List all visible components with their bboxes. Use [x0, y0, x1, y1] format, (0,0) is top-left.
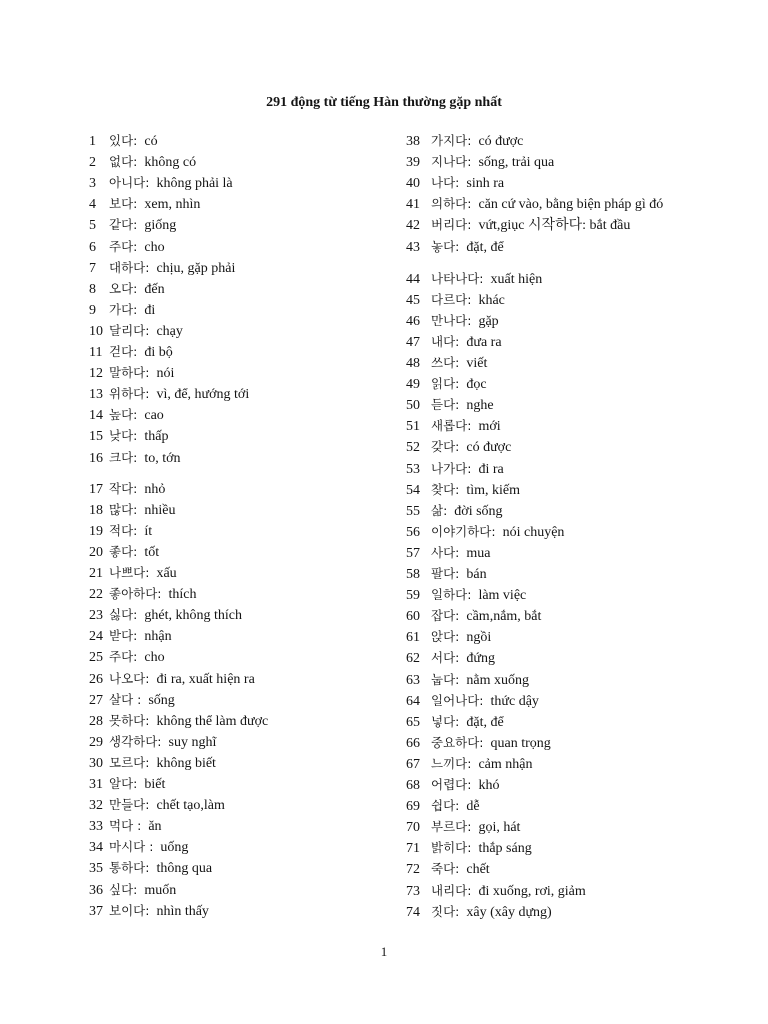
vietnamese-meaning: thắp sáng: [478, 841, 532, 857]
entry-number: 30: [89, 755, 103, 771]
korean-verb: 앉다:: [431, 629, 460, 645]
korean-verb: 듣다:: [431, 397, 460, 413]
korean-verb: 같다:: [109, 217, 138, 233]
korean-verb: 말하다:: [109, 365, 150, 381]
korean-verb: 싶다:: [109, 881, 138, 897]
vietnamese-meaning: không biết: [156, 755, 216, 771]
verb-entry: [406, 883, 586, 900]
entry-number: 21: [89, 566, 103, 581]
korean-verb: 잡다:: [431, 608, 460, 624]
entry-number: 26: [89, 671, 103, 687]
vietnamese-meaning: ít: [144, 523, 153, 539]
korean-verb: 사다:: [431, 544, 460, 560]
entry-number: 40: [406, 176, 420, 192]
verb-entry: [406, 840, 532, 857]
vietnamese-meaning: bán: [466, 567, 487, 582]
entry-number: 50: [406, 398, 420, 414]
korean-verb: 좋아하다:: [109, 586, 162, 602]
vietnamese-meaning: ghét, không thích: [144, 608, 242, 624]
verb-entry: [89, 323, 183, 340]
verb-entry: [89, 481, 165, 498]
verb-entry: [89, 154, 196, 171]
entry-number: 56: [406, 524, 420, 540]
entry-number: 70: [406, 820, 420, 836]
verb-entry: [89, 196, 200, 213]
verb-entry: [89, 734, 216, 751]
entry-number: 20: [89, 544, 103, 560]
verb-entry: [406, 292, 505, 309]
verb-entry: [406, 629, 491, 646]
korean-verb: 나타나다:: [431, 270, 484, 286]
korean-verb: 부르다:: [431, 819, 472, 835]
vietnamese-meaning: không phải là: [156, 176, 233, 192]
verb-entry: [406, 777, 499, 794]
korean-verb: 보이다:: [109, 902, 150, 918]
vietnamese-meaning: đời sống: [454, 503, 503, 519]
korean-verb: 먹다 :: [109, 818, 142, 834]
korean-verb: 가다:: [109, 301, 138, 317]
entry-number: 32: [89, 798, 103, 814]
entry-number: 5: [89, 218, 96, 234]
korean-verb: 작다:: [109, 480, 138, 496]
verb-entry: [89, 649, 165, 666]
verb-entry: [406, 313, 499, 330]
korean-verb: 일하다:: [431, 587, 472, 603]
verb-entry: [89, 628, 172, 645]
verb-entry: [406, 154, 554, 171]
korean-verb: 새롭다:: [431, 418, 472, 434]
verb-entry: [89, 365, 174, 382]
verb-entry: [406, 861, 490, 878]
entry-number: 11: [89, 345, 103, 360]
vietnamese-meaning: cầm,nắm, bắt: [466, 609, 542, 625]
verb-entry: [89, 882, 176, 899]
entry-number: 25: [89, 650, 103, 666]
verb-entry: [406, 355, 487, 372]
verb-entry: [89, 281, 165, 298]
verb-entry: [89, 386, 249, 403]
vietnamese-meaning: ăn: [148, 819, 162, 835]
entry-number: 3: [89, 176, 96, 192]
verb-entry: [406, 397, 494, 414]
verb-entry: [406, 239, 504, 256]
entry-number: 10: [89, 323, 103, 339]
vietnamese-meaning: viết: [466, 356, 488, 371]
entry-number: 33: [89, 819, 103, 835]
korean-verb: 적다:: [109, 522, 138, 538]
entry-number: 6: [89, 239, 96, 255]
vietnamese-meaning: nói: [156, 366, 175, 382]
vietnamese-meaning: xấu: [156, 566, 177, 581]
vietnamese-meaning: gặp: [478, 313, 499, 329]
korean-verb: 내다:: [431, 333, 460, 349]
korean-verb: 느끼다:: [431, 755, 472, 771]
verb-entry: [406, 798, 480, 815]
entry-number: 41: [406, 197, 420, 213]
vietnamese-meaning: đi bộ: [144, 345, 173, 360]
korean-verb: 중요하다:: [431, 734, 484, 750]
verb-entry: [89, 133, 158, 150]
entry-number: 27: [89, 692, 103, 708]
entry-number: 58: [406, 567, 420, 582]
entry-number: 65: [406, 714, 420, 730]
korean-verb: 크다:: [109, 449, 138, 465]
vietnamese-meaning: thức dậy: [490, 693, 539, 709]
vietnamese-meaning: to, tớn: [144, 450, 181, 466]
vietnamese-meaning: đặt, để: [466, 239, 504, 255]
vietnamese-meaning: khác: [478, 292, 505, 308]
page-number: 1: [380, 944, 388, 959]
verb-entry: [406, 334, 502, 351]
entry-number: 36: [89, 882, 103, 898]
verb-entry: [406, 566, 487, 583]
verb-entry: [406, 439, 511, 456]
entry-number: 13: [89, 387, 103, 403]
verb-entry: [406, 461, 504, 478]
korean-verb: 찾다:: [431, 481, 460, 497]
entry-number: 71: [406, 841, 420, 857]
entry-number: 24: [89, 629, 103, 645]
korean-verb: 팔다:: [431, 566, 460, 581]
verb-entry: [406, 587, 526, 604]
vietnamese-meaning: căn cứ vào, bằng biện pháp gì đó: [478, 197, 664, 213]
vietnamese-meaning: thích: [168, 587, 197, 603]
korean-verb: 나가다:: [431, 460, 472, 476]
vietnamese-meaning: cho: [144, 650, 165, 666]
vietnamese-meaning: biết: [144, 777, 166, 792]
verb-entry: [89, 302, 155, 319]
verb-entry: [406, 693, 539, 710]
vietnamese-meaning: đến: [144, 281, 165, 297]
entry-number: 55: [406, 503, 420, 519]
verb-entry: [89, 903, 209, 920]
verb-entry: [89, 217, 176, 234]
vietnamese-meaning: đứng: [466, 651, 495, 667]
entry-number: 8: [89, 281, 96, 297]
vietnamese-meaning: xem, nhìn: [144, 197, 201, 213]
vietnamese-meaning: chịu, gặp phải: [156, 260, 236, 276]
entry-number: 64: [406, 693, 420, 709]
vietnamese-meaning: đi ra: [478, 461, 504, 477]
vietnamese-meaning: xuất hiện: [490, 271, 543, 287]
verb-entry: [406, 503, 503, 520]
vietnamese-meaning: đặt, để: [466, 714, 504, 730]
korean-verb: 모르다:: [109, 754, 150, 770]
verb-entry: [89, 839, 188, 856]
verb-entry: [89, 523, 152, 540]
verb-entry: [406, 418, 501, 435]
verb-entry: [89, 607, 242, 624]
entry-number: 22: [89, 587, 103, 603]
korean-verb: 서다:: [431, 650, 460, 666]
entry-number: 23: [89, 608, 103, 624]
vietnamese-meaning: thông qua: [156, 861, 213, 877]
verb-entry: [89, 502, 175, 519]
vietnamese-meaning: nói chuyện: [502, 524, 565, 540]
korean-verb: 짓다:: [431, 903, 460, 919]
vietnamese-meaning: tìm, kiếm: [466, 482, 521, 498]
entry-number: 72: [406, 862, 420, 878]
verb-entry: [406, 133, 523, 150]
korean-verb: 쓰다:: [431, 355, 460, 370]
korean-verb: 만나다:: [431, 312, 472, 328]
vietnamese-meaning: không có: [144, 155, 197, 171]
verb-entry: [89, 713, 268, 730]
korean-verb: 죽다:: [431, 861, 460, 877]
vietnamese-meaning: ngồi: [466, 630, 492, 646]
korean-verb: 나쁘다:: [109, 565, 150, 580]
verb-entry: [89, 407, 164, 424]
verb-entry: [406, 196, 663, 213]
verb-entry: [89, 175, 233, 192]
verb-entry: [89, 692, 175, 709]
korean-verb: 가지다:: [431, 133, 472, 148]
verb-entry: [89, 450, 181, 467]
korean-verb: 위하다:: [109, 386, 150, 402]
korean-verb: 지나다:: [431, 154, 472, 170]
vietnamese-meaning: xây (xây dựng): [466, 904, 552, 920]
korean-verb: 대하다:: [109, 259, 150, 275]
verb-entry: [89, 565, 177, 582]
verb-entry: [406, 608, 541, 625]
korean-verb: 못하다:: [109, 712, 150, 728]
vietnamese-meaning: đi: [144, 302, 156, 318]
verb-entry: [406, 650, 495, 667]
korean-verb: 주다:: [109, 649, 138, 665]
korean-verb: 오다:: [109, 280, 138, 296]
korean-verb: 넣다:: [431, 713, 460, 729]
entry-number: 53: [406, 461, 420, 477]
vietnamese-meaning: đọc: [466, 377, 487, 393]
korean-verb: 삶:: [431, 502, 448, 518]
entry-number: 28: [89, 713, 103, 729]
verb-entry: [406, 217, 630, 234]
verb-entry: [406, 904, 552, 921]
verb-entry: [89, 755, 216, 772]
vietnamese-meaning: nghe: [466, 398, 494, 414]
verb-entry: [89, 776, 165, 793]
vietnamese-meaning: có được: [466, 440, 512, 456]
vietnamese-meaning: vứt,giục 시작하다: bắt đầu: [478, 218, 631, 234]
korean-verb: 버리다:: [431, 217, 472, 233]
entry-number: 66: [406, 735, 420, 751]
korean-verb: 없다:: [109, 154, 138, 170]
verb-entry: [89, 260, 235, 277]
korean-verb: 살다 :: [109, 691, 142, 707]
korean-verb: 많다:: [109, 501, 138, 517]
entry-number: 49: [406, 377, 420, 393]
vietnamese-meaning: thấp: [144, 429, 169, 445]
entry-number: 52: [406, 440, 420, 456]
korean-verb: 내리다:: [431, 882, 472, 898]
entry-number: 31: [89, 777, 103, 792]
verb-entry: [89, 818, 162, 835]
verb-entry: [406, 175, 504, 192]
vietnamese-meaning: giống: [144, 218, 177, 234]
vietnamese-meaning: chết tạo,làm: [156, 798, 225, 814]
korean-verb: 밝히다:: [431, 840, 472, 856]
entry-number: 29: [89, 734, 103, 750]
entry-number: 45: [406, 292, 420, 308]
entry-number: 54: [406, 482, 420, 498]
entry-number: 62: [406, 651, 420, 667]
entry-number: 16: [89, 450, 103, 466]
korean-verb: 나오다:: [109, 670, 150, 686]
vietnamese-meaning: sống: [148, 692, 175, 708]
korean-verb: 달리다:: [109, 322, 150, 338]
vietnamese-meaning: làm việc: [478, 588, 527, 604]
verb-entry: [406, 672, 529, 689]
vietnamese-meaning: dễ: [466, 799, 480, 815]
korean-verb: 어렵다:: [431, 777, 472, 792]
verb-entry: [406, 819, 520, 836]
verb-entry: [406, 482, 520, 499]
entry-number: 14: [89, 408, 103, 424]
entry-number: 46: [406, 313, 420, 329]
korean-verb: 쉽다:: [431, 798, 460, 814]
verb-entry: [406, 545, 490, 562]
entry-number: 67: [406, 756, 420, 772]
verb-entry: [89, 428, 168, 445]
verb-entry: [406, 756, 532, 773]
vietnamese-meaning: sống, trải qua: [478, 155, 555, 171]
korean-verb: 알다:: [109, 776, 138, 791]
korean-verb: 싫다:: [109, 607, 138, 623]
entry-number: 47: [406, 334, 420, 350]
verb-entry: [89, 239, 165, 256]
entry-number: 2: [89, 155, 96, 171]
korean-verb: 있다:: [109, 133, 138, 148]
korean-verb: 나다:: [431, 175, 460, 191]
vietnamese-meaning: nằm xuống: [466, 672, 529, 688]
korean-verb: 갖다:: [431, 439, 460, 455]
vietnamese-meaning: uống: [160, 840, 189, 856]
entry-number: 7: [89, 260, 96, 276]
verb-entry: [406, 714, 504, 731]
verb-entry: [89, 797, 225, 814]
vietnamese-meaning: khó: [478, 778, 500, 793]
vietnamese-meaning: có: [144, 134, 158, 149]
vietnamese-meaning: sinh ra: [466, 176, 505, 192]
vietnamese-meaning: nhỏ: [144, 481, 166, 497]
entry-number: 35: [89, 861, 103, 877]
korean-verb: 만들다:: [109, 797, 150, 813]
vietnamese-meaning: cho: [144, 239, 165, 255]
entry-number: 60: [406, 609, 420, 625]
vietnamese-meaning: chết: [466, 862, 490, 878]
verb-entry: [89, 586, 197, 603]
vietnamese-meaning: suy nghĩ: [168, 734, 217, 750]
entry-number: 19: [89, 523, 103, 539]
page-title: 291 động từ tiếng Hàn thường gặp nhất: [266, 95, 502, 110]
vietnamese-meaning: quan trọng: [490, 735, 551, 751]
korean-verb: 보다:: [109, 196, 138, 212]
korean-verb: 아니다:: [109, 175, 150, 191]
korean-verb: 생각하다:: [109, 733, 162, 749]
entry-number: 37: [89, 903, 103, 919]
korean-verb: 통하다:: [109, 860, 150, 876]
entry-number: 4: [89, 197, 96, 213]
entry-number: 57: [406, 545, 420, 561]
korean-verb: 주다:: [109, 238, 138, 254]
vietnamese-meaning: chạy: [156, 323, 183, 339]
entry-number: 73: [406, 883, 420, 899]
verb-entry: [89, 860, 212, 877]
vietnamese-meaning: muốn: [144, 882, 177, 898]
entry-number: 69: [406, 799, 420, 815]
entry-number: 15: [89, 429, 103, 445]
verb-entry: [406, 271, 542, 288]
korean-verb: 읽다:: [431, 376, 460, 392]
verb-entry: [89, 671, 255, 688]
korean-verb: 눕다:: [431, 671, 460, 687]
entry-number: 34: [89, 840, 103, 856]
korean-verb: 낮다:: [109, 428, 138, 444]
vietnamese-meaning: nhìn thấy: [156, 903, 209, 919]
korean-verb: 일어나다:: [431, 692, 484, 708]
verb-entry: [89, 544, 159, 561]
entry-number: 48: [406, 356, 420, 371]
verb-entry: [406, 524, 564, 541]
korean-verb: 놓다:: [431, 238, 460, 254]
vietnamese-meaning: đưa ra: [466, 334, 502, 350]
vietnamese-meaning: gọi, hát: [478, 820, 521, 836]
entry-number: 12: [89, 366, 103, 382]
vietnamese-meaning: tốt: [144, 544, 160, 560]
entry-number: 1: [89, 134, 96, 149]
verb-entry: [89, 344, 173, 361]
vietnamese-meaning: đi ra, xuất hiện ra: [156, 671, 255, 687]
entry-number: 68: [406, 778, 420, 793]
vietnamese-meaning: có được: [478, 134, 524, 149]
entry-number: 38: [406, 134, 420, 149]
korean-verb: 마시다 :: [109, 839, 154, 855]
vietnamese-meaning: mua: [466, 545, 491, 561]
entry-number: 59: [406, 588, 420, 604]
entry-number: 74: [406, 904, 420, 920]
vietnamese-meaning: nhiều: [144, 502, 176, 518]
korean-verb: 받다:: [109, 628, 138, 644]
korean-verb: 다르다:: [431, 291, 472, 307]
entry-number: 61: [406, 630, 420, 646]
vietnamese-meaning: đi xuống, rơi, giảm: [478, 883, 586, 899]
entry-number: 39: [406, 155, 420, 171]
entry-number: 43: [406, 239, 420, 255]
entry-number: 44: [406, 271, 420, 287]
entry-number: 17: [89, 481, 103, 497]
entry-number: 51: [406, 419, 420, 435]
entry-number: 9: [89, 302, 96, 318]
korean-verb: 의하다:: [431, 196, 472, 212]
vietnamese-meaning: nhận: [144, 629, 172, 645]
vietnamese-meaning: cảm nhận: [478, 756, 533, 772]
verb-entry: [406, 735, 551, 752]
korean-verb: 이야기하다:: [431, 523, 496, 539]
korean-verb: 걷다:: [109, 344, 138, 359]
vietnamese-meaning: không thể làm được: [156, 713, 269, 729]
vietnamese-meaning: mới: [478, 419, 501, 435]
verb-entry: [406, 376, 487, 393]
entry-number: 18: [89, 502, 103, 518]
vietnamese-meaning: vì, để, hướng tới: [156, 387, 250, 403]
entry-number: 63: [406, 672, 420, 688]
entry-number: 42: [406, 218, 420, 234]
vietnamese-meaning: cao: [144, 408, 164, 424]
korean-verb: 높다:: [109, 407, 138, 423]
korean-verb: 좋다:: [109, 543, 138, 559]
